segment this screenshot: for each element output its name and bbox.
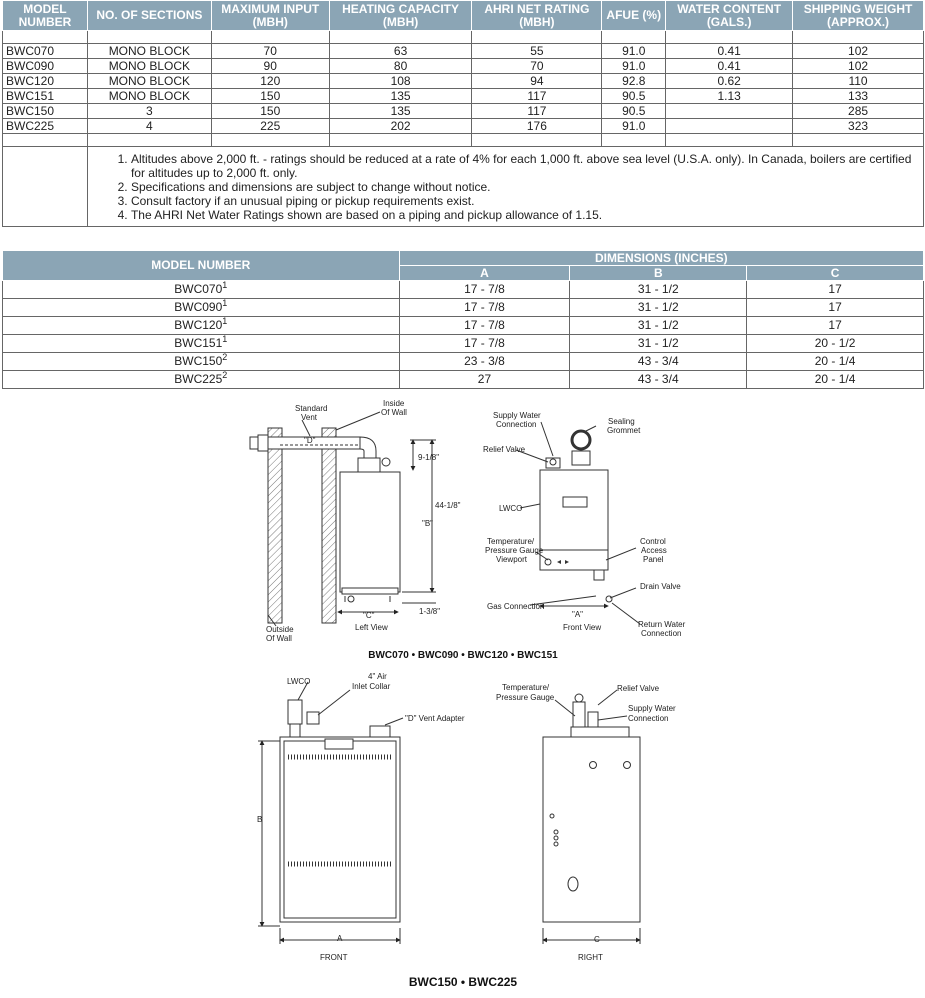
- sealing-grommet-label: Grommet: [607, 426, 641, 435]
- specs-cell: 91.0: [602, 59, 666, 74]
- model-number-header: MODEL NUMBER: [3, 251, 400, 281]
- inside-wall-label: Of Wall: [381, 408, 407, 417]
- vent-adapter: [370, 726, 390, 737]
- return-water-label: Return Water: [638, 620, 686, 629]
- dims-cell-b: 31 - 1/2: [570, 299, 747, 317]
- front-caption: FRONT: [320, 953, 348, 962]
- specs-cell: 225: [211, 119, 329, 134]
- dim-a-header: A: [399, 266, 570, 281]
- temp-gauge-label: Pressure Gauge: [496, 693, 555, 702]
- specs-cell: MONO BLOCK: [87, 44, 211, 59]
- dims-cell-a: 17 - 7/8: [399, 281, 570, 299]
- col-header: SHIPPING WEIGHT (APPROX.): [793, 1, 924, 31]
- specs-cell: 102: [793, 44, 924, 59]
- specs-cell: 176: [472, 119, 602, 134]
- specs-cell: 0.41: [666, 44, 793, 59]
- col-header: NO. OF SECTIONS: [87, 1, 211, 31]
- specs-cell: 133: [793, 89, 924, 104]
- dim-1-3-8-label: 1-3/8": [419, 607, 441, 616]
- specs-cell: 3: [87, 104, 211, 119]
- footnote-ref: 2: [222, 352, 228, 362]
- control-panel-label: Panel: [643, 555, 664, 564]
- dims-cell-c: 20 - 1/4: [747, 353, 924, 371]
- specs-cell: 285: [793, 104, 924, 119]
- dims-cell-c: 20 - 1/2: [747, 335, 924, 353]
- footnote-item: 2. Specifications and dimensions are subject to change without notice.: [131, 180, 920, 194]
- dims-cell-a: 17 - 7/8: [399, 299, 570, 317]
- specs-cell: 135: [329, 104, 472, 119]
- temp-gauge-label: Temperature/: [502, 683, 550, 692]
- outside-wall-label: Of Wall: [266, 634, 292, 643]
- specs-cell: BWC070: [3, 44, 88, 59]
- specs-cell: 102: [793, 59, 924, 74]
- temp-gauge-label: Viewport: [496, 555, 527, 564]
- col-header: HEATING CAPACITY (MBH): [329, 1, 472, 31]
- dims-cell-b: 43 - 3/4: [570, 353, 747, 371]
- footnote-item: 3. Consult factory if an unusual piping or pickup requirements exist.: [131, 194, 920, 208]
- specs-cell: 70: [472, 59, 602, 74]
- dims-cell-c: 17: [747, 317, 924, 335]
- specs-cell: 63: [329, 44, 472, 59]
- lwco-label: LWCO: [287, 677, 311, 686]
- specs-cell: BWC090: [3, 59, 88, 74]
- dims-cell-b: 31 - 1/2: [570, 281, 747, 299]
- relief-valve-label: Relief Valve: [483, 445, 526, 454]
- supply-water-label: Supply Water: [493, 411, 541, 420]
- boiler-body-front: [540, 470, 608, 570]
- sealing-grommet-label: Sealing: [608, 417, 635, 426]
- dim-b-label: B: [257, 815, 263, 824]
- specs-cell: 90.5: [602, 104, 666, 119]
- dims-cell-a: 23 - 3/8: [399, 353, 570, 371]
- footnote-ref: 1: [222, 334, 228, 344]
- dims-cell-c: 17: [747, 281, 924, 299]
- specs-cell: 135: [329, 89, 472, 104]
- front-view-caption: Front View: [563, 623, 602, 632]
- bwc150-front-drawing: [258, 682, 403, 944]
- specs-cell: MONO BLOCK: [87, 59, 211, 74]
- specs-cell: 55: [472, 44, 602, 59]
- dim-d-label: "D": [304, 436, 316, 445]
- col-header: MAXIMUM INPUT (MBH): [211, 1, 329, 31]
- specs-cell: 91.0: [602, 119, 666, 134]
- dims-cell-a: 27: [399, 371, 570, 389]
- footnote-ref: 1: [222, 298, 228, 308]
- specs-cell: 120: [211, 74, 329, 89]
- col-header: WATER CONTENT (GALS.): [666, 1, 793, 31]
- temp-gauge-label: Temperature/: [487, 537, 535, 546]
- specs-cell: MONO BLOCK: [87, 89, 211, 104]
- specs-cell: 117: [472, 104, 602, 119]
- model-number: BWC120: [174, 318, 223, 332]
- footnote-ref: 1: [222, 316, 228, 326]
- supply-water-label: Connection: [496, 420, 537, 429]
- left-view-caption: Left View: [355, 623, 388, 632]
- model-number: BWC090: [174, 300, 223, 314]
- specs-cell: MONO BLOCK: [87, 74, 211, 89]
- specs-cell: BWC225: [3, 119, 88, 134]
- inside-wall-label: Inside: [383, 399, 405, 408]
- specs-cell: 4: [87, 119, 211, 134]
- col-header: MODEL NUMBER: [3, 1, 88, 31]
- boiler-body-front-large: [280, 737, 400, 922]
- specs-cell: 110: [793, 74, 924, 89]
- specs-cell: 323: [793, 119, 924, 134]
- outside-wall-label: Outside: [266, 625, 294, 634]
- specs-cell: BWC150: [3, 104, 88, 119]
- dim-b-label: "B": [422, 519, 434, 528]
- dim-44-1-8-label: 44-1/8": [435, 501, 461, 510]
- specs-cell: BWC151: [3, 89, 88, 104]
- front-view-drawing: [516, 422, 640, 624]
- air-inlet-label: Inlet Collar: [352, 682, 391, 691]
- boiler-body-left: [340, 472, 400, 592]
- diagram1-caption: BWC070 • BWC090 • BWC120 • BWC151: [368, 650, 558, 661]
- supply-water-label: Connection: [628, 714, 669, 723]
- dim-c-label: C: [594, 935, 600, 944]
- specs-cell: 1.13: [666, 89, 793, 104]
- specs-cell: 90: [211, 59, 329, 74]
- relief-valve-label: Relief Valve: [617, 684, 660, 693]
- supply-water-label: Supply Water: [628, 704, 676, 713]
- specs-cell: 150: [211, 89, 329, 104]
- lwco-label: LWCO: [499, 504, 523, 513]
- dims-cell-c: 17: [747, 299, 924, 317]
- specs-cell: 150: [211, 104, 329, 119]
- left-view-drawing: [250, 412, 436, 626]
- specs-cell: 92.8: [602, 74, 666, 89]
- specs-cell: 94: [472, 74, 602, 89]
- dims-cell-b: 43 - 3/4: [570, 371, 747, 389]
- model-number: BWC151: [174, 336, 223, 350]
- specs-cell: BWC120: [3, 74, 88, 89]
- specs-cell: 80: [329, 59, 472, 74]
- dims-cell-c: 20 - 1/4: [747, 371, 924, 389]
- standard-vent-label: Standard: [295, 404, 328, 413]
- dims-cell-b: 31 - 1/2: [570, 335, 747, 353]
- specs-cell: 90.5: [602, 89, 666, 104]
- dim-a-label: "A": [572, 610, 584, 619]
- dim-9-1-8-label: 9-1/8": [418, 453, 440, 462]
- boiler-body-right: [543, 737, 640, 922]
- dim-c-label: "C": [363, 611, 375, 620]
- vent-adapter-label: "D" Vent Adapter: [405, 714, 465, 723]
- specs-cell: 117: [472, 89, 602, 104]
- outside-wall: [268, 428, 282, 623]
- dim-c-header: C: [747, 266, 924, 281]
- specs-cell: 108: [329, 74, 472, 89]
- footnote-item: 1. Altitudes above 2,000 ft. - ratings should be reduced at a rate of 4% for each 1,000 ft. above sea level (U.S.A. only). In Canada, boilers are certified for altitudes up to 2,000 ft. only.: [131, 152, 920, 180]
- dims-cell-a: 17 - 7/8: [399, 335, 570, 353]
- col-header: AFUE (%): [602, 1, 666, 31]
- standard-vent-label: Vent: [301, 413, 318, 422]
- drain-valve-label: Drain Valve: [640, 582, 681, 591]
- specs-cell: 91.0: [602, 44, 666, 59]
- control-panel-label: Access: [641, 546, 667, 555]
- dims-cell-a: 17 - 7/8: [399, 317, 570, 335]
- footnote-ref: 1: [222, 280, 228, 290]
- specs-cell: 0.62: [666, 74, 793, 89]
- inside-wall: [322, 428, 336, 623]
- dims-cell-b: 31 - 1/2: [570, 317, 747, 335]
- specs-cell: 70: [211, 44, 329, 59]
- footnote-ref: 2: [222, 370, 228, 380]
- specs-cell: 202: [329, 119, 472, 134]
- model-number: BWC225: [174, 372, 223, 386]
- right-caption: RIGHT: [578, 953, 603, 962]
- bwc150-right-drawing: [543, 690, 640, 944]
- model-number: BWC150: [174, 354, 223, 368]
- diagram2-caption: BWC150 • BWC225: [408, 975, 518, 989]
- temp-gauge-label: Pressure Gauge: [485, 546, 544, 555]
- dimensions-header: DIMENSIONS (INCHES): [399, 251, 923, 266]
- gas-connection-label: Gas Connection: [487, 602, 545, 611]
- dim-b-header: B: [570, 266, 747, 281]
- dim-a-label: A: [337, 934, 343, 943]
- model-number: BWC070: [174, 282, 223, 296]
- footnote-item: 4. The AHRI Net Water Ratings shown are based on a piping and pickup allowance of 1.15.: [131, 208, 920, 222]
- specs-cell: 0.41: [666, 59, 793, 74]
- lwco-fitting: [288, 700, 302, 724]
- air-inlet-label: 4" Air: [368, 672, 387, 681]
- control-panel-label: Control: [640, 537, 666, 546]
- return-water-label: Connection: [641, 629, 682, 638]
- col-header: AHRI NET RATING (MBH): [472, 1, 602, 31]
